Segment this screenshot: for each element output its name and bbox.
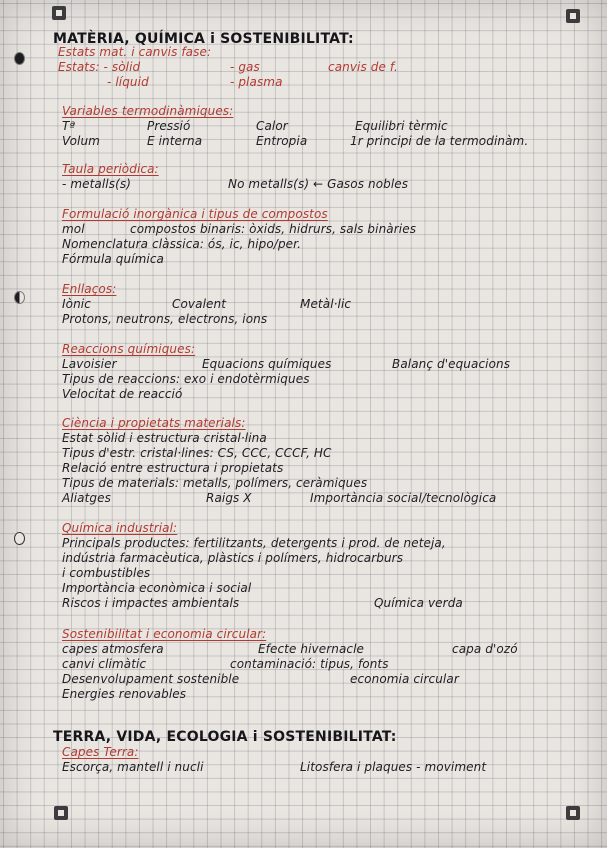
industrial-row1: Principals productes: fertilitzants, detergents i prod. de neteja,: [62, 536, 446, 550]
sostenibilitat-row3-b: economia circular: [350, 672, 459, 686]
variables-row1-c: Calor: [256, 119, 288, 133]
enllacos-row2: Protons, neutrons, electrons, ions: [62, 312, 268, 326]
estats-row1-c: canvis de f.: [328, 60, 398, 74]
sostenibilitat-row2-a: canvi climàtic: [62, 657, 147, 671]
ciencia-title: Ciència i propietats materials:: [62, 416, 246, 430]
formulacio-title: Formulació inorgànica i tipus de compostos: [62, 207, 328, 221]
ciencia-row4: Tipus de materials: metalls, polímers, ceràmiques: [62, 476, 368, 490]
formulacio-row1-b: compostos binaris: òxids, hidrurs, sals binàries: [130, 222, 417, 236]
corner-marker-bottom-left: [54, 806, 68, 820]
enllacos-row1-b: Covalent: [172, 297, 227, 311]
estats-row2-a: - líquid: [107, 75, 149, 89]
reaccions-row1-c: Balanç d'equacions: [392, 357, 511, 371]
estats-row2-b: - plasma: [230, 75, 283, 89]
variables-row1-b: Pressió: [147, 119, 191, 133]
industrial-row3: i combustibles: [62, 566, 151, 580]
ciencia-row5-a: Aliatges: [62, 491, 111, 505]
industrial-row4: Importància econòmica i social: [62, 581, 252, 595]
binder-hole-3: [14, 532, 25, 545]
enllacos-row1-a: Iònic: [62, 297, 91, 311]
industrial-row2: indústria farmacèutica, plàstics i polímers, hidrocarburs: [62, 551, 404, 565]
industrial-row5-b: Química verda: [374, 596, 463, 610]
formulacio-row1-a: mol: [62, 222, 85, 236]
capes-row1-b: Litosfera i plaques - moviment: [300, 760, 487, 774]
sostenibilitat-title: Sostenibilitat i economia circular:: [62, 627, 267, 641]
formulacio-row3: Fórmula química: [62, 252, 165, 266]
taula-row1-b: No metalls(s) ← Gasos nobles: [228, 177, 409, 191]
sostenibilitat-row4: Energies renovables: [62, 687, 187, 701]
ciencia-row2: Tipus d'estr. cristal·lines: CS, CCC, CCCF, HC: [62, 446, 332, 460]
sostenibilitat-row1-b: Efecte hivernacle: [258, 642, 365, 656]
variables-row2-c: Entropia: [256, 134, 308, 148]
heading-materia-quimica: MATÈRIA, QUÍMICA i SOSTENIBILITAT:: [53, 31, 354, 47]
variables-row2-d: 1r principi de la termodinàm.: [350, 134, 529, 148]
reaccions-title: Reaccions químiques:: [62, 342, 196, 356]
ciencia-row3: Relació entre estructura i propietats: [62, 461, 284, 475]
taula-row1-a: - metalls(s): [62, 177, 132, 191]
sostenibilitat-row1-a: capes atmosfera: [62, 642, 164, 656]
enllacos-row1-c: Metàl·lic: [300, 297, 352, 311]
variables-row2-b: E interna: [147, 134, 203, 148]
ciencia-row5-b: Raigs X: [206, 491, 252, 505]
reaccions-row1-a: Lavoisier: [62, 357, 117, 371]
ciencia-row1: Estat sòlid i estructura cristal·lina: [62, 431, 267, 445]
binder-hole-1: [14, 52, 25, 65]
corner-marker-top-right: [566, 9, 580, 23]
binder-hole-2: [14, 291, 25, 304]
reaccions-row1-b: Equacions químiques: [202, 357, 332, 371]
heading-terra-vida: TERRA, VIDA, ECOLOGIA i SOSTENIBILITAT:: [53, 729, 397, 745]
sostenibilitat-row1-c: capa d'ozó: [452, 642, 518, 656]
variables-title: Variables termodinàmiques:: [62, 104, 234, 118]
taula-title: Taula periòdica:: [62, 162, 159, 176]
estats-row1-b: - gas: [230, 60, 260, 74]
corner-marker-bottom-right: [566, 806, 580, 820]
enllacos-title: Enllaços:: [62, 282, 117, 296]
variables-row2-a: Volum: [62, 134, 100, 148]
variables-row1-a: Tª: [62, 119, 76, 133]
capes-row1-a: Escorça, mantell i nucli: [62, 760, 204, 774]
ciencia-row5-c: Importància social/tecnològica: [310, 491, 497, 505]
estats-row1-a: Estats: - sòlid: [58, 60, 141, 74]
corner-marker-top-left: [52, 6, 66, 20]
estats-title: Estats mat. i canvis fase:: [58, 45, 212, 59]
capes-title: Capes Terra:: [62, 745, 139, 759]
reaccions-row3: Velocitat de reacció: [62, 387, 183, 401]
reaccions-row2: Tipus de reaccions: exo i endotèrmiques: [62, 372, 310, 386]
variables-row1-d: Equilibri tèrmic: [355, 119, 448, 133]
sostenibilitat-row2-b: contaminació: tipus, fonts: [230, 657, 389, 671]
industrial-title: Química industrial:: [62, 521, 178, 535]
sostenibilitat-row3-a: Desenvolupament sostenible: [62, 672, 240, 686]
formulacio-row2: Nomenclatura clàssica: ós, ic, hipo/per.: [62, 237, 301, 251]
industrial-row5-a: Riscos i impactes ambientals: [62, 596, 240, 610]
